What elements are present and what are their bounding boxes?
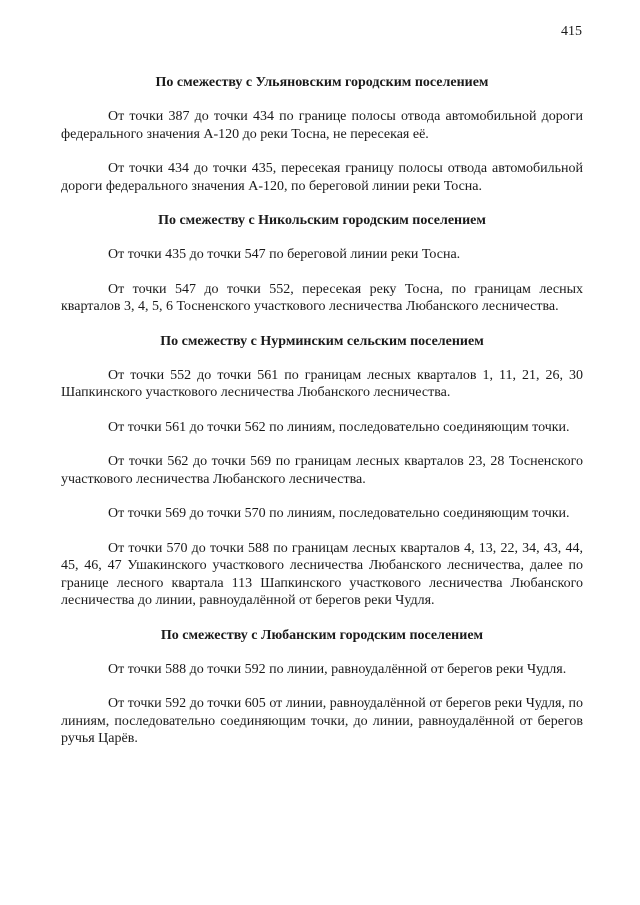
paragraph: От точки 570 до точки 588 по границам лесных кварталов 4, 13, 22, 34, 43, 44, 45, 46, 47 Ушакинского участкового лесничества Любанского лесничества, далее по границе лесного квартала 113 Шапкинского участкового лесничества Любанского лесничества до линии, равноудалённой от берегов реки Чудля. <box>61 540 583 608</box>
paragraph: От точки 434 до точки 435, пересекая границу полосы отвода автомобильной дороги федерального значения А-120, по береговой линии реки Тосна. <box>61 161 583 194</box>
page-number: 415 <box>561 24 582 39</box>
paragraph: От точки 592 до точки 605 от линии, равноудалённой от берегов реки Чудля, по линиям, последовательно соединяющим точки, до линии, равноудалённой от берегов ручья Царёв. <box>61 696 583 746</box>
section-nurma <box>61 333 583 610</box>
section-lyuban <box>61 627 583 748</box>
paragraph: От точки 561 до точки 562 по линиям, последовательно соединяющим точки. <box>108 419 570 435</box>
paragraph: От точки 562 до точки 569 по границам лесных кварталов 23, 28 Тосненского участкового лесничества Любанского лесничества. <box>61 454 583 487</box>
section-nikolsk <box>61 212 583 316</box>
section-heading: По смежеству с Любанским городским поселением <box>160 627 484 643</box>
section-heading: По смежеству с Никольским городским поселением <box>158 213 486 228</box>
section-heading: По смежеству с Ульяновским городским поселением <box>155 75 489 90</box>
section-heading: По смежеству с Нурминским сельским поселением <box>160 333 484 349</box>
paragraph: От точки 435 до точки 547 по береговой линии реки Тосна. <box>108 247 461 262</box>
paragraph: От точки 588 до точки 592 по линии, равноудалённой от берегов реки Чудля. <box>108 661 567 677</box>
paragraph: От точки 552 до точки 561 по границам лесных кварталов 1, 11, 21, 26, 30 Шапкинского участкового лесничества Любанского лесничества. <box>61 367 583 400</box>
paragraph: От точки 387 до точки 434 по границе полосы отвода автомобильной дороги федерального значения А-120 до реки Тосна, не пересекая её. <box>61 109 583 142</box>
paragraph: От точки 569 до точки 570 по линиям, последовательно соединяющим точки. <box>108 506 570 521</box>
document-body <box>61 74 583 765</box>
section-ulyanovsk <box>61 74 583 195</box>
paragraph: От точки 547 до точки 552, пересекая реку Тосна, по границам лесных кварталов 3, 4, 5, 6 Тосненского участкового лесничества Любанского лесничества. <box>61 281 583 314</box>
